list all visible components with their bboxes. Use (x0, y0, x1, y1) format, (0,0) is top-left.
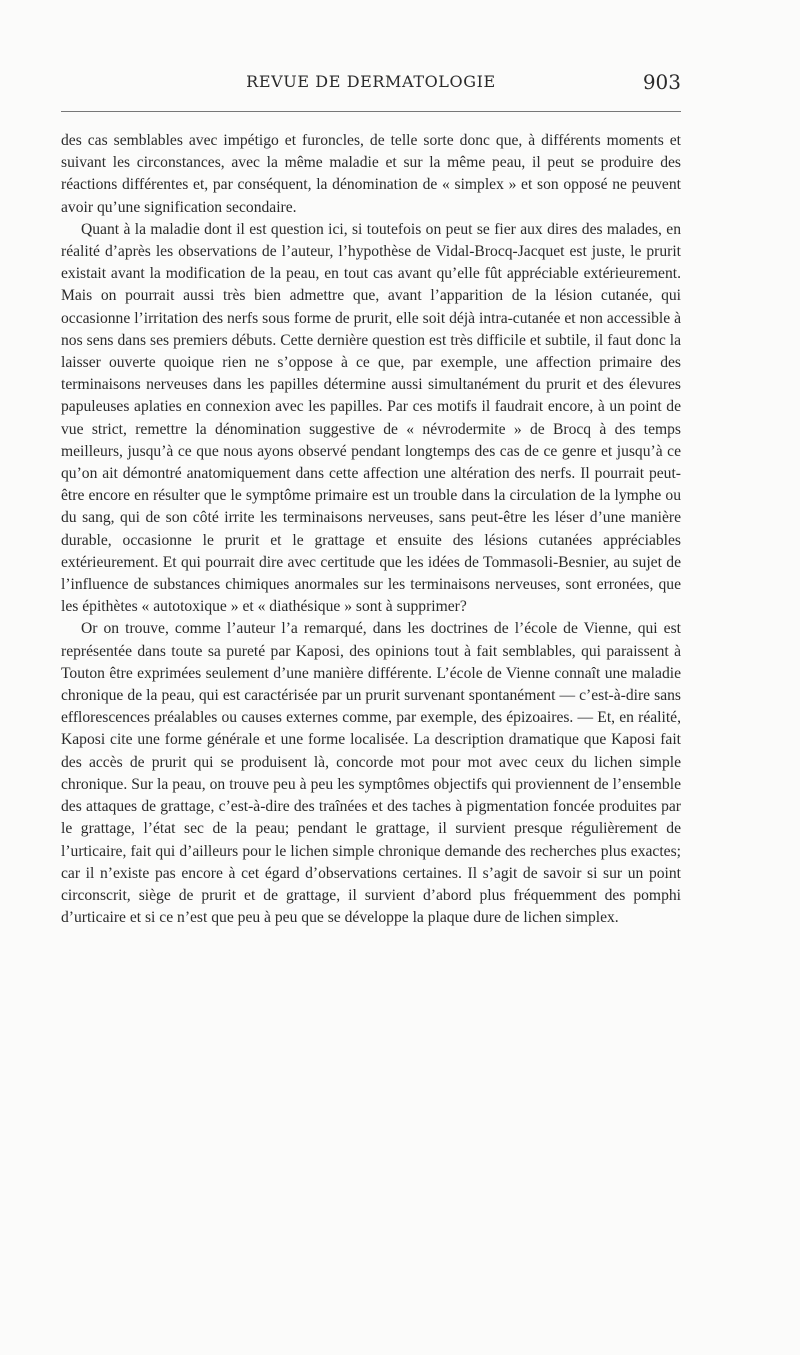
body-text (61, 130, 681, 929)
header-rule (61, 111, 681, 112)
paragraph: Or on trouve, comme l’auteur l’a remarqué, dans les doctrines de l’école de Vienne, qui est représentée dans toute sa pureté par Kaposi, des opinions tout à fait semblables, qui paraissent à Touton être exprimées seulement d’une manière différente. L’école de Vienne connaît une maladie chronique de la peau, qui est caractérisée par un prurit survenant spontanément — c’est-à-dire sans efflorescences préalables ou causes externes comme, par exemple, des épizoaires. — Et, en réalité, Kaposi cite une forme générale et une forme localisée. La description dramatique que Kaposi fait des accès de prurit qui se produisent là, concorde mot pour mot avec ceux du lichen simple chronique. Sur la peau, on trouve peu à peu les symptômes objectifs qui proviennent de l’ensemble des attaques de grattage, c’est-à-dire des traînées et des taches à pigmentation foncée produites par le grattage, l’état sec de la peau; pendant le grattage, il survient presque régulièrement de l’urticaire, fait qui d’ailleurs pour le lichen simple chronique demande des recherches plus exactes; car il n’existe pas encore à cet égard d’observations certaines. Il s’agit de savoir si sur un point circonscrit, siège de prurit et de grattage, il survient d’abord plus fréquemment des pomphi d’urticaire et si ce n’est que peu à peu que se développe la plaque dure de lichen simplex. (61, 620, 681, 927)
running-head (61, 70, 681, 100)
page-number: 903 (642, 70, 681, 94)
paragraph: Quant à la maladie dont il est question ici, si toutefois on peut se fier aux dires des malades, en réalité d’après les observations de l’auteur, l’hypothèse de Vidal-Brocq-Jacquet est juste, le prurit existait avant la modification de la peau, en tout cas avant qu’elle fût appréciable extérieurement. Mais on pourrait aussi très bien admettre que, avant l’apparition de la lésion cutanée, qui occasionne l’irritation des nerfs sous forme de prurit, elle soit déjà intra-cutanée et non accessible à nos sens dans ses premiers débuts. Cette dernière question est très difficile et subtile, il faut donc la laisser ouverte quoique rien ne s’oppose à ce que, par exemple, une affection primaire des terminaisons nerveuses dans les papilles détermine aussi simultanément du prurit et des élevures papuleuses aplaties en connexion avec les papilles. Par ces motifs il faudrait encore, à un point de vue strict, remettre la dénomination suggestive de « névrodermite » de Brocq à des temps meilleurs, jusqu’à ce que nous ayons observé pendant longtemps des cas de ce genre et jusqu’à ce qu’on ait démontré anatomiquement dans cette affection une altération des nerfs. Il pourrait peut-être encore en résulter que le symptôme primaire est un trouble dans la circulation de la lymphe ou du sang, qui de son côté irrite les terminaisons nerveuses, sans peut-être les léser d’une manière durable, occasionne le prurit et le grattage et ensuite des lésions cutanées appréciables extérieurement. Et qui pourrait dire avec certitude que les idées de Tommasoli-Besnier, au sujet de l’influence de substances chimiques anormales sur les terminaisons nerveuses, sont erronées, que les épithètes « autotoxique » et « diathésique » sont à supprimer? (61, 220, 681, 616)
running-title: REVUE DE DERMATOLOGIE (246, 72, 496, 91)
paragraph-continued: des cas semblables avec impétigo et furoncles, de telle sorte donc que, à différents moments et suivant les circonstances, avec la même maladie et sur la même peau, il peut se produire des réactions différentes et, par conséquent, la dénomination de « simplex » et son opposé ne peuvent avoir qu’une signification secondaire. (61, 132, 681, 216)
